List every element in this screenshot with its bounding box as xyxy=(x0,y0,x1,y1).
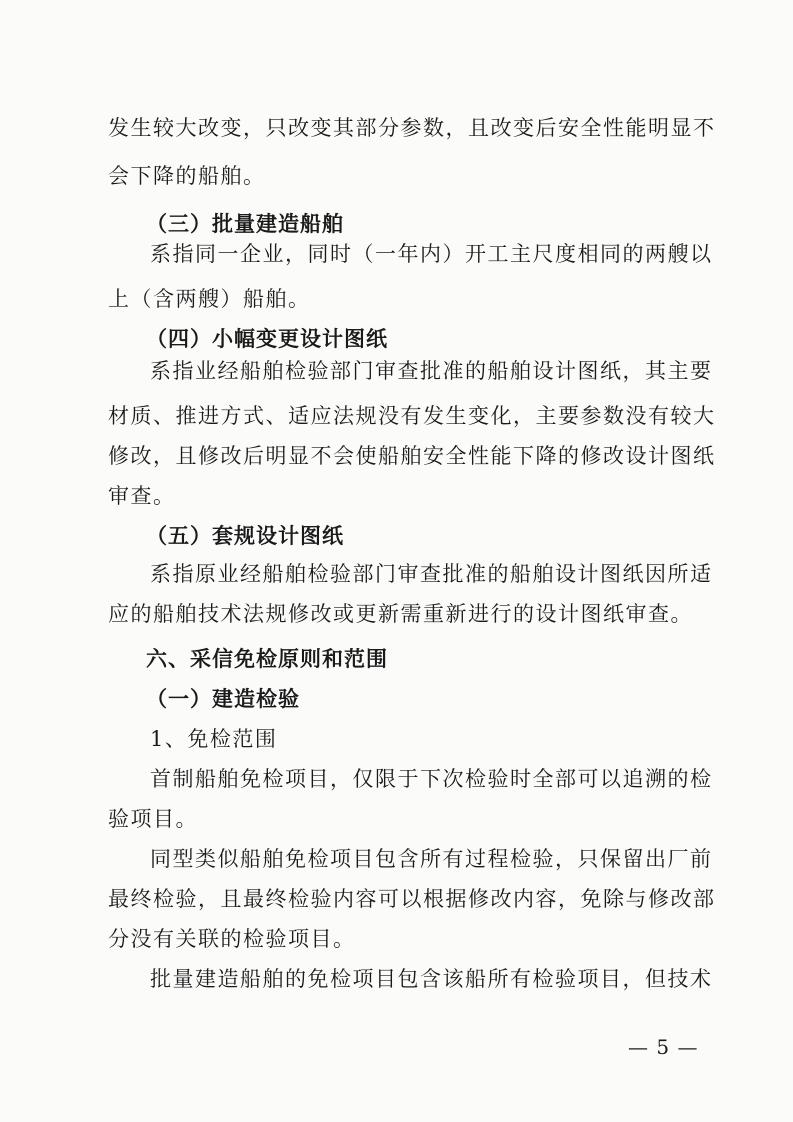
body-line: 审查。 xyxy=(108,484,176,508)
section-heading: （五）套规设计图纸 xyxy=(146,523,344,548)
body-line: 会下降的船舶。 xyxy=(108,164,266,188)
body-line: 材质、推进方式、适应法规没有发生变化，主要参数没有较大 xyxy=(108,404,716,428)
body-line: 系指同一企业，同时（一年内）开工主尺度相同的两艘以 xyxy=(150,242,713,266)
body-line: 发生较大改变，只改变其部分参数，且改变后安全性能明显不 xyxy=(108,116,716,140)
body-line: 上（含两艘）船舶。 xyxy=(108,287,311,311)
body-line: 分没有关联的检验项目。 xyxy=(108,927,356,951)
body-line: 批量建造船舶的免检项目包含该船所有检验项目，但技术 xyxy=(150,967,713,991)
subsection-heading: 1、免检范围 xyxy=(150,727,278,751)
body-line: 系指原业经船舶检验部门审查批准的船舶设计图纸因所适 xyxy=(150,562,713,586)
body-line: 应的船舶技术法规修改或更新需重新进行的设计图纸审查。 xyxy=(108,602,693,626)
body-line: 同型类似船舶免检项目包含所有过程检验，只保留出厂前 xyxy=(150,847,713,871)
section-heading: （一）建造检验 xyxy=(146,686,300,711)
section-heading: （四）小幅变更设计图纸 xyxy=(146,326,388,351)
body-line: 系指业经船舶检验部门审查批准的船舶设计图纸，其主要 xyxy=(150,359,713,383)
body-line: 最终检验，且最终检验内容可以根据修改内容，免除与修改部 xyxy=(108,887,716,911)
chapter-heading: 六、采信免检原则和范围 xyxy=(146,646,388,671)
body-line: 修改，且修改后明显不会使船舶安全性能下降的修改设计图纸 xyxy=(108,444,716,468)
section-heading: （三）批量建造船舶 xyxy=(146,211,344,236)
body-line: 验项目。 xyxy=(108,807,198,831)
body-line: 首制船舶免检项目，仅限于下次检验时全部可以追溯的检 xyxy=(150,767,713,791)
page-number: — 5 — xyxy=(628,1035,699,1059)
